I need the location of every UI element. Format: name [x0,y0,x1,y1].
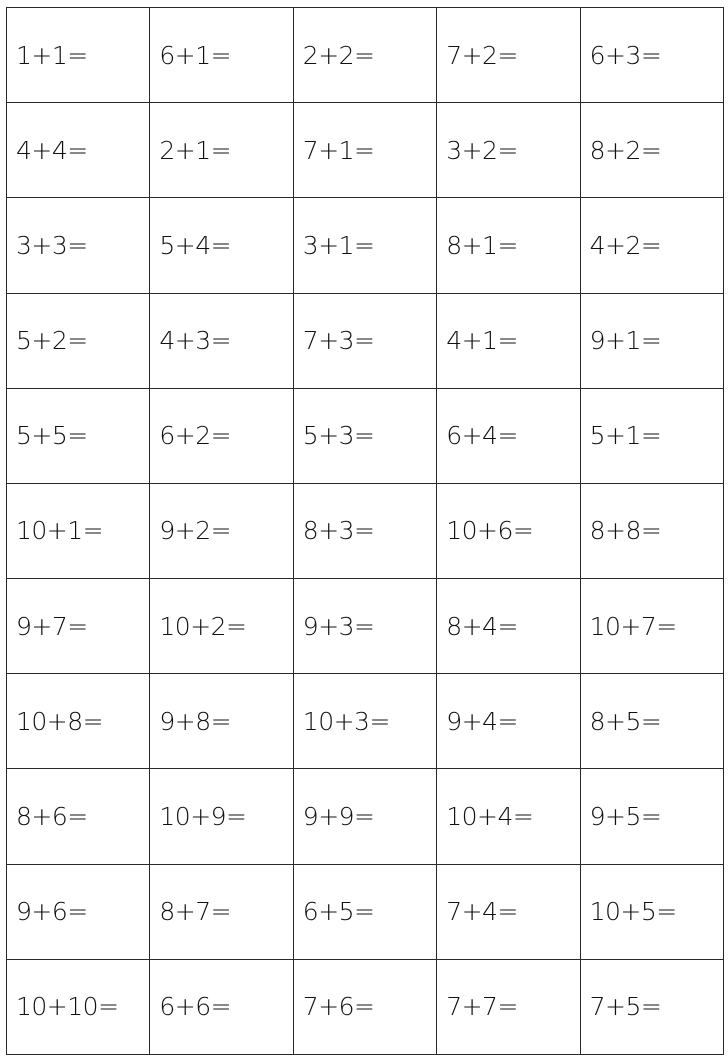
addition-problem-cell: 10+1= [7,484,150,579]
addition-problem-cell: 8+8= [581,484,724,579]
addition-problem-cell: 2+2= [294,8,437,103]
addition-problem-cell: 9+9= [294,769,437,864]
addition-problem-cell: 5+5= [7,389,150,484]
addition-problem-cell: 6+6= [150,960,293,1055]
addition-problem-cell: 9+3= [294,579,437,674]
addition-problem-cell: 10+6= [437,484,580,579]
addition-problem-cell: 7+5= [581,960,724,1055]
addition-problem-cell: 7+7= [437,960,580,1055]
addition-problem-cell: 6+3= [581,8,724,103]
addition-problem-cell: 7+2= [437,8,580,103]
addition-problem-cell: 6+4= [437,389,580,484]
addition-problem-cell: 1+1= [7,8,150,103]
addition-worksheet-grid [6,7,724,1055]
addition-problem-cell: 9+4= [437,674,580,769]
addition-problem-cell: 6+2= [150,389,293,484]
addition-problem-cell: 10+3= [294,674,437,769]
addition-problem-cell: 7+1= [294,103,437,198]
addition-problem-cell: 8+7= [150,865,293,960]
addition-problem-cell: 7+3= [294,294,437,389]
addition-problem-cell: 10+5= [581,865,724,960]
addition-problem-cell: 9+5= [581,769,724,864]
addition-problem-cell: 4+2= [581,198,724,293]
addition-problem-cell: 2+1= [150,103,293,198]
addition-problem-cell: 10+7= [581,579,724,674]
addition-problem-cell: 5+3= [294,389,437,484]
addition-problem-cell: 8+2= [581,103,724,198]
addition-problem-cell: 7+6= [294,960,437,1055]
addition-problem-cell: 8+6= [7,769,150,864]
addition-problem-cell: 5+2= [7,294,150,389]
addition-problem-cell: 6+1= [150,8,293,103]
addition-problem-cell: 3+3= [7,198,150,293]
addition-problem-cell: 8+4= [437,579,580,674]
addition-problem-cell: 10+4= [437,769,580,864]
addition-problem-cell: 10+2= [150,579,293,674]
addition-problem-cell: 9+2= [150,484,293,579]
addition-problem-cell: 9+8= [150,674,293,769]
addition-problem-cell: 5+1= [581,389,724,484]
addition-problem-cell: 3+1= [294,198,437,293]
addition-problem-cell: 4+1= [437,294,580,389]
addition-problem-cell: 9+7= [7,579,150,674]
addition-problem-cell: 6+5= [294,865,437,960]
addition-problem-cell: 9+1= [581,294,724,389]
addition-problem-cell: 5+4= [150,198,293,293]
addition-problem-cell: 10+10= [7,960,150,1055]
addition-problem-cell: 7+4= [437,865,580,960]
addition-problem-cell: 8+5= [581,674,724,769]
addition-problem-cell: 8+3= [294,484,437,579]
addition-problem-cell: 8+1= [437,198,580,293]
addition-problem-cell: 4+3= [150,294,293,389]
addition-problem-cell: 4+4= [7,103,150,198]
addition-problem-cell: 10+9= [150,769,293,864]
addition-problem-cell: 3+2= [437,103,580,198]
addition-problem-cell: 10+8= [7,674,150,769]
addition-problem-cell: 9+6= [7,865,150,960]
